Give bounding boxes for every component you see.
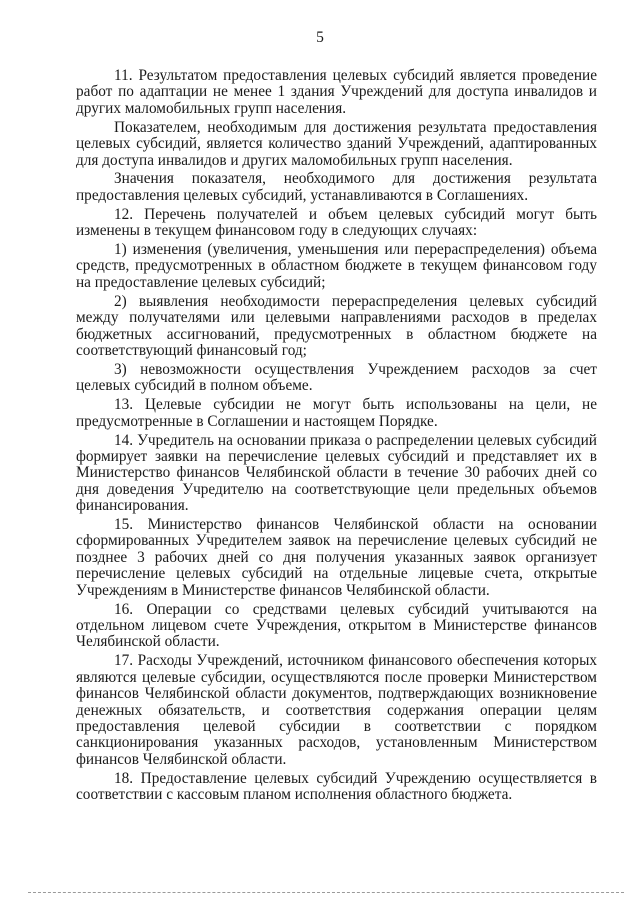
paragraph-11: 11. Результатом предоставления целевых субсидий является проведение работ по адаптации не менее 1 здания Учреждений для доступа инвалидов и других маломобильных групп населения. [76,67,597,117]
paragraph-12-item-2: 2) выявления необходимости перераспределения целевых субсидий между получателями или целевыми направлениями расходов в пределах бюджетных ассигнований, предусмотренных в областном бюджете на соответствующий финансовый год; [76,292,597,359]
document-body [76,68,597,806]
paragraph-18: 18. Предоставление целевых субсидий Учреждению осуществляется в соответствии с кассовым планом исполнения областного бюджета. [76,769,597,804]
paragraph-indicator-values: Значения показателя, необходимого для достижения результата предоставления целевых субсидий, устанавливаются в Соглашениях. [76,170,597,204]
paragraph-12-item-3: 3) невозможности осуществления Учреждением расходов за счет целевых субсидий в полном объеме. [76,360,597,395]
paragraph-16: 16. Операции со средствами целевых субсидий учитываются на отдельном лицевом счете Учреждения, открытом в Министерстве финансов Челябинской области. [76,600,597,651]
paragraph-15: 15. Министерство финансов Челябинской области на основании сформированных Учредителем заявок на перечисление целевых субсидий не позднее 3 рабочих дней со дня получения указанных заявок организует перечисление целевых субсидий на отдельные лицевые счета, открытые Учреждениям в Министерстве финансов Челябинской области. [76,516,597,599]
paragraph-12-item-1: 1) изменения (увеличения, уменьшения или перераспределения) объема средств, предусмотренных в областном бюджете в текущем финансовом году на предоставление целевых субсидий; [76,241,597,291]
paragraph-indicator: Показателем, необходимым для достижения результата предоставления целевых субсидий, является количество зданий Учреждений, адаптированных для доступа инвалидов и других маломобильных групп населения. [76,118,597,169]
paragraph-12: 12. Перечень получателей и объем целевых субсидий могут быть изменены в текущем финансовом году в следующих случаях: [76,205,597,240]
paragraph-13: 13. Целевые субсидии не могут быть использованы на цели, не предусмотренные в Соглашении и настоящем Порядке. [76,396,597,430]
paragraph-14: 14. Учредитель на основании приказа о распределении целевых субсидий формирует заявки на перечисление целевых субсидий и представляет их в Министерство финансов Челябинской области в течение 30 рабочих дней со дня доведения Учредителю на соответствующие цели предельных объемов финансирования. [76,431,597,515]
page-bottom-edge [28,892,624,893]
page-number: 5 [316,29,324,46]
paragraph-17: 17. Расходы Учреждений, источником финансового обеспечения которых являются целевые субсидии, осуществляются после проверки Министерством финансов Челябинской области документов, подтверждающих возникновение денежных обязательств, и соответствия содержания операции целям предоставления целевой субсидии в соответствии с порядком санкционирования указанных расходов, установленным Министерством финансов Челябинской области. [76,652,597,768]
